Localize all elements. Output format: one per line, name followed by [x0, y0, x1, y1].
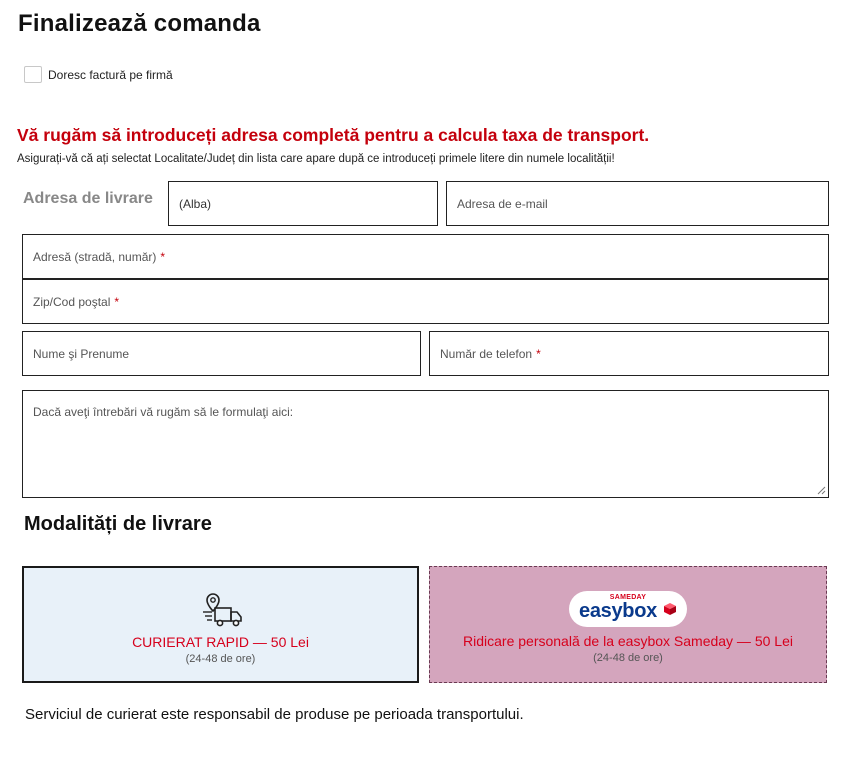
- phone-placeholder: Număr de telefon: [440, 346, 533, 361]
- address-warning-subtitle: Asigurați-vă că ați selectat Localitate/Județ din lista care apare după ce introduceți primele litere din numele localității!: [17, 153, 615, 165]
- courier-option-label: CURIERAT RAPID — 50 Lei: [132, 634, 309, 650]
- required-mark: *: [160, 249, 166, 264]
- shipping-option-courier[interactable]: [22, 566, 419, 683]
- delivery-truck-icon: [197, 592, 245, 628]
- courier-option-time: (24-48 de ore): [185, 653, 256, 665]
- required-mark: *: [114, 294, 120, 309]
- easybox-logo-small-text: SAMEDAY: [609, 594, 647, 601]
- page-title: Finalizează comanda: [18, 10, 261, 37]
- city-county-value: (Alba): [179, 196, 212, 211]
- zip-code-placeholder: Zip/Cod poştal: [33, 294, 111, 309]
- easybox-cube-icon: [663, 602, 677, 616]
- street-address-placeholder: Adresă (stradă, număr): [33, 249, 157, 264]
- full-name-field[interactable]: [22, 331, 421, 376]
- questions-textarea[interactable]: [22, 390, 829, 498]
- street-address-field[interactable]: [22, 234, 829, 279]
- required-mark: *: [536, 346, 541, 361]
- invoice-checkbox-label[interactable]: Doresc factură pe firmă: [48, 67, 173, 82]
- easybox-option-label: Ridicare personală de la easybox Sameday — 50 Lei: [463, 633, 793, 649]
- city-county-field[interactable]: [168, 181, 438, 226]
- courier-responsibility-note: Serviciul de curierat este responsabil de produse pe perioada transportului.: [25, 706, 524, 723]
- shipping-option-easybox[interactable]: [429, 566, 827, 683]
- email-field[interactable]: [446, 181, 829, 226]
- email-placeholder: Adresa de e-mail: [457, 196, 548, 211]
- full-name-placeholder: Nume şi Prenume: [33, 346, 130, 361]
- resize-grip-icon[interactable]: [817, 486, 826, 495]
- shipping-methods-title: Modalități de livrare: [24, 513, 212, 535]
- easybox-logo: [569, 591, 687, 627]
- invoice-checkbox-row[interactable]: [24, 66, 173, 83]
- easybox-logo-text: easybox: [579, 600, 657, 622]
- easybox-option-time: (24-48 de ore): [593, 652, 663, 664]
- zip-code-field[interactable]: [22, 279, 829, 324]
- delivery-address-label: Adresa de livrare: [23, 190, 153, 207]
- questions-placeholder: Dacă aveţi întrebări vă rugăm să le formulaţi aici:: [33, 405, 294, 419]
- phone-field[interactable]: [429, 331, 829, 376]
- invoice-checkbox[interactable]: [24, 66, 42, 83]
- address-warning-title: Vă rugăm să introduceți adresa completă pentru a calcula taxa de transport.: [17, 125, 650, 145]
